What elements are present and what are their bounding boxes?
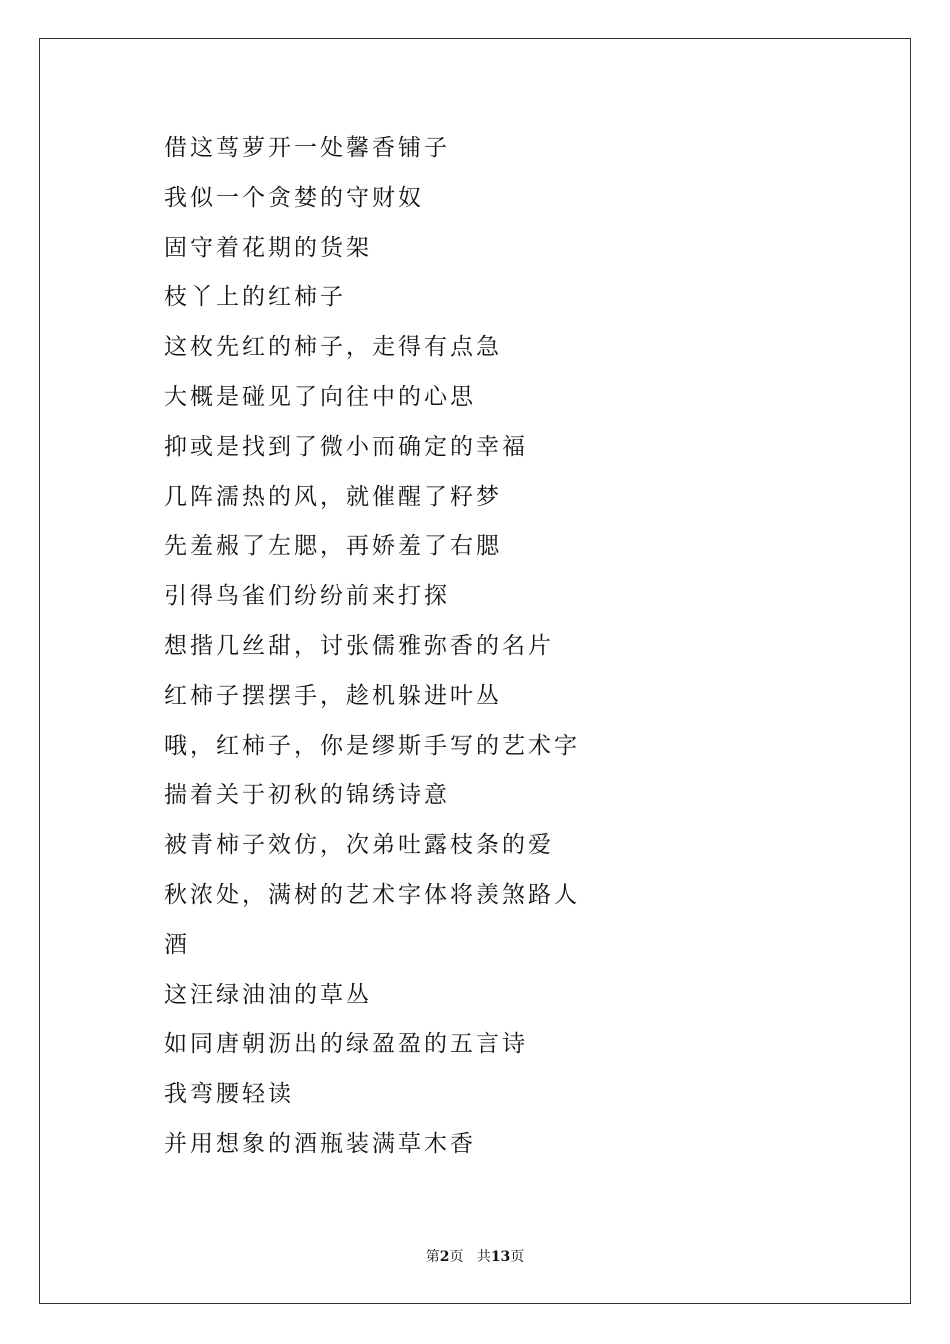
total-suffix: 页 bbox=[510, 1249, 525, 1265]
poem-line: 抑或是找到了微小而确定的幸福 bbox=[164, 433, 528, 460]
poem-line: 大概是碰见了向往中的心思 bbox=[164, 383, 476, 410]
poem-line: 引得鸟雀们纷纷前来打探 bbox=[164, 583, 450, 610]
total-prefix: 共 bbox=[476, 1249, 491, 1265]
poem-line: 秋浓处，满树的艺术字体将羡煞路人 bbox=[164, 881, 580, 908]
page-number: 2 bbox=[439, 1249, 450, 1265]
total-pages: 13 bbox=[490, 1249, 511, 1265]
poem-line: 如同唐朝沥出的绿盈盈的五言诗 bbox=[164, 1031, 528, 1058]
poem-line: 揣着关于初秋的锦绣诗意 bbox=[164, 782, 450, 809]
poem-line: 借这茑萝开一处馨香铺子 bbox=[164, 135, 450, 161]
poem-line: 几阵濡热的风，就催醒了籽梦 bbox=[164, 483, 502, 510]
poem-line: 枝丫上的红柿子 bbox=[164, 284, 346, 311]
page-suffix: 页 bbox=[449, 1249, 464, 1265]
page-prefix: 第 bbox=[425, 1249, 440, 1265]
poem-line: 酒 bbox=[164, 931, 190, 958]
poem-line: 固守着花期的货架 bbox=[164, 234, 372, 261]
poem-line: 红柿子摆摆手，趁机躲进叶丛 bbox=[164, 682, 502, 709]
poem-line: 被青柿子效仿，次弟吐露枝条的爱 bbox=[164, 832, 554, 859]
poem-line: 并用想象的酒瓶装满草木香 bbox=[164, 1130, 476, 1157]
poem-line: 哦，红柿子，你是缪斯手写的艺术字 bbox=[164, 732, 580, 759]
poem-body bbox=[164, 130, 580, 1176]
poem-line: 我似一个贪婪的守财奴 bbox=[164, 184, 424, 211]
poem-line: 这枚先红的柿子，走得有点急 bbox=[164, 334, 502, 361]
poem-line: 我弯腰轻读 bbox=[164, 1081, 294, 1108]
poem-line: 这汪绿油油的草丛 bbox=[164, 981, 372, 1008]
poem-line: 先羞赧了左腮，再娇羞了右腮 bbox=[164, 533, 502, 560]
page-footer bbox=[0, 1246, 950, 1266]
poem-line: 想揩几丝甜，讨张儒雅弥香的名片 bbox=[164, 632, 554, 659]
